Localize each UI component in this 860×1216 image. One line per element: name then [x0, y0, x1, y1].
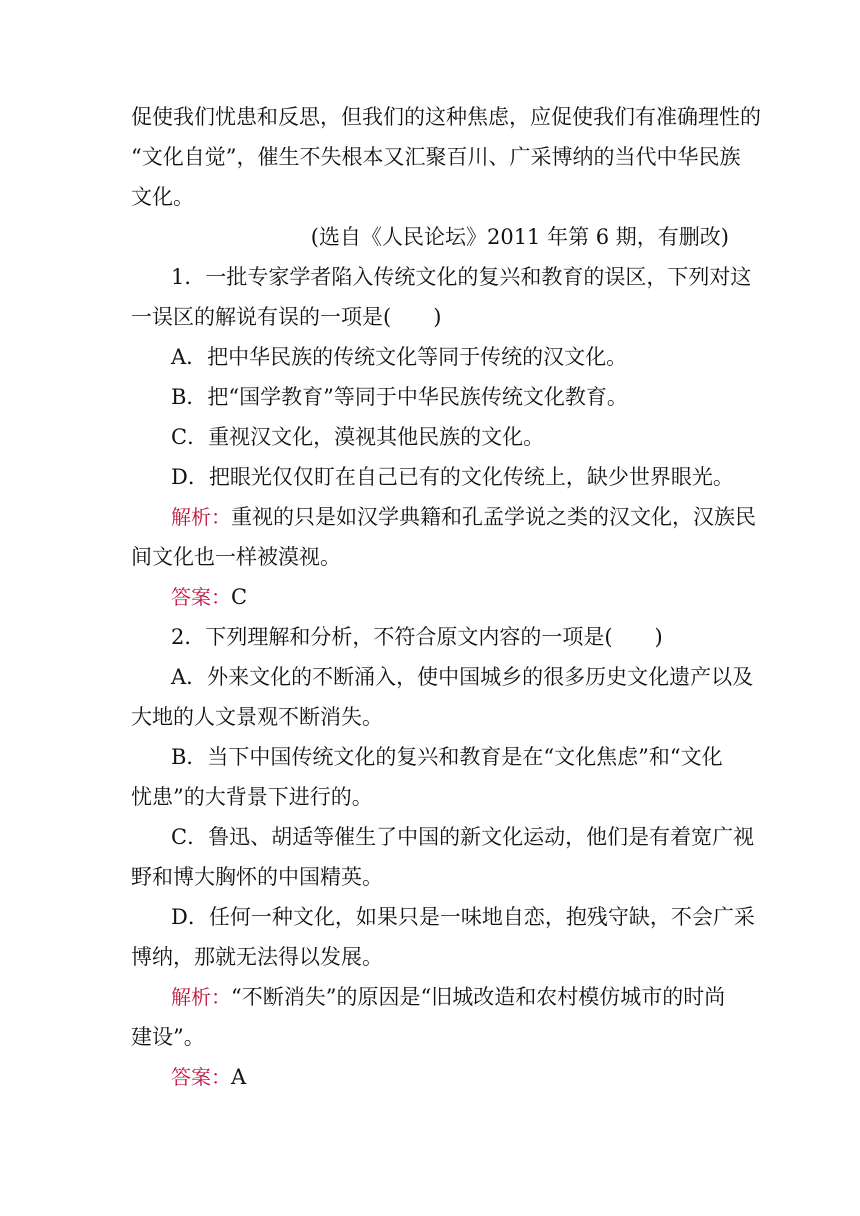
analysis-label: 解析：: [171, 985, 231, 1009]
passage-line: “文化自觉”，催生不失根本又汇聚百川、广采博纳的当代中华民族: [131, 145, 741, 169]
answer-label: 答案：: [171, 1065, 231, 1089]
question-2-option-d-cont: 博纳，那就无法得以发展。: [131, 945, 383, 969]
question-1-analysis-cont: 间文化也一样被漠视。: [131, 545, 341, 569]
passage-line: 文化。: [131, 185, 194, 209]
question-2-option-c-cont: 野和博大胸怀的中国精英。: [131, 865, 383, 889]
analysis-text: 重视的只是如汉学典籍和孔孟学说之类的汉文化，汉族民: [231, 505, 756, 529]
question-1-stem: 1．一批专家学者陷入传统文化的复兴和教育的误区，下列对这: [171, 265, 752, 289]
question-1-answer: [171, 577, 860, 617]
question-1-option-c: C．重视汉文化，漠视其他民族的文化。: [171, 425, 545, 449]
question-1-stem: 一误区的解说有误的一项是( ): [131, 305, 442, 329]
analysis-label: 解析：: [171, 505, 231, 529]
question-1-option-a: A．把中华民族的传统文化等同于传统的汉文化。: [171, 345, 628, 369]
question-2-option-b: B．当下中国传统文化的复兴和教育是在“文化焦虑”和“文化: [171, 745, 723, 769]
analysis-text: “不断消失”的原因是“旧城改造和农村模仿城市的时尚: [231, 985, 726, 1009]
question-2-option-a-cont: 大地的人文景观不断消失。: [131, 705, 383, 729]
question-2-option-b-cont: 忧患”的大背景下进行的。: [131, 785, 373, 809]
passage-source: (选自《人民论坛》2011 年第 6 期，有删改): [310, 225, 729, 249]
question-2-option-d: D．任何一种文化，如果只是一味地自恋，抱残守缺，不会广采: [171, 905, 755, 929]
question-2-answer: [171, 1057, 860, 1097]
question-1-analysis: [171, 497, 860, 537]
question-2-stem: 2．下列理解和分析，不符合原文内容的一项是( ): [171, 625, 663, 649]
question-1-option-b: B．把“国学教育”等同于中华民族传统文化教育。: [171, 385, 628, 409]
question-1-option-d: D．把眼光仅仅盯在自己已有的文化传统上，缺少世界眼光。: [171, 465, 734, 489]
question-2-option-a: A．外来文化的不断涌入，使中国城乡的很多历史文化遗产以及: [171, 665, 754, 689]
answer-label: 答案：: [171, 585, 231, 609]
question-2-analysis-cont: 建设”。: [131, 1025, 205, 1049]
passage-line: 促使我们忧患和反思，但我们的这种焦虑，应促使我们有准确理性的: [131, 105, 761, 129]
answer-value: A: [231, 1065, 247, 1089]
question-2-option-c: C．鲁迅、胡适等催生了中国的新文化运动，他们是有着宽广视: [171, 825, 755, 849]
answer-value: C: [231, 585, 248, 609]
question-2-analysis: [171, 977, 860, 1017]
